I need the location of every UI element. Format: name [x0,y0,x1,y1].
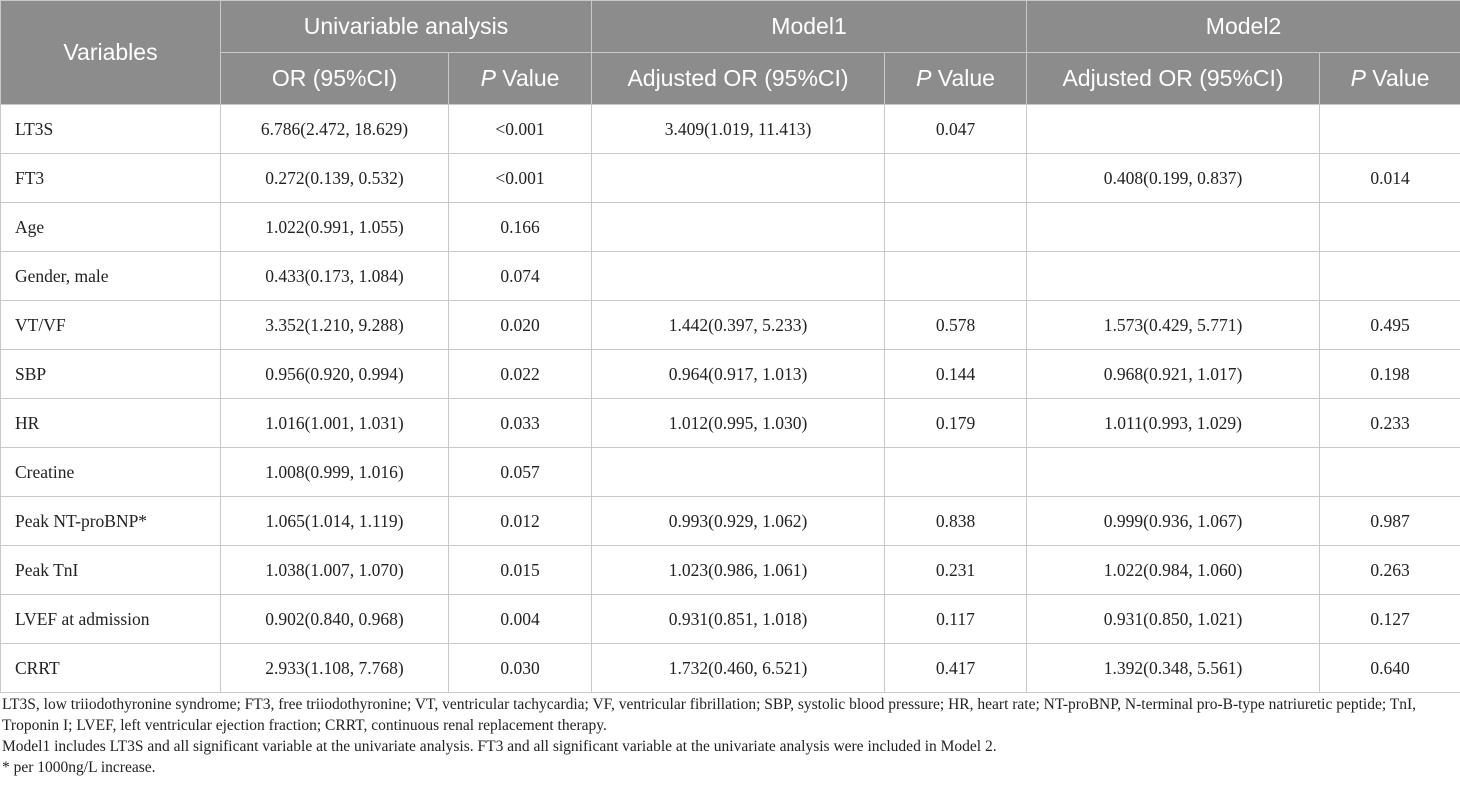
m1-or-cell [592,203,885,252]
m1-p-cell: 0.047 [885,105,1027,154]
m2-or-cell [1027,448,1320,497]
m1-or-cell [592,252,885,301]
m1-p-cell: 0.231 [885,546,1027,595]
m2-or-cell: 0.968(0.921, 1.017) [1027,350,1320,399]
m2-p-cell: 0.263 [1320,546,1460,595]
m2-or-cell: 0.408(0.199, 0.837) [1027,154,1320,203]
m1-p-cell [885,252,1027,301]
m1-or-cell: 0.964(0.917, 1.013) [592,350,885,399]
univ-p-cell: 0.015 [449,546,592,595]
univ-p-cell: 0.033 [449,399,592,448]
m2-p-cell [1320,252,1460,301]
univ-or-cell: 0.956(0.920, 0.994) [221,350,449,399]
univ-p-cell: 0.012 [449,497,592,546]
univ-or-cell: 0.272(0.139, 0.532) [221,154,449,203]
m2-p-cell [1320,203,1460,252]
table-row [1,595,1460,644]
m1-p-cell: 0.179 [885,399,1027,448]
p-rest: Value [931,65,995,91]
m1-or-cell: 0.993(0.929, 1.062) [592,497,885,546]
univ-p-cell: 0.022 [449,350,592,399]
m2-p-cell: 0.198 [1320,350,1460,399]
univ-p-cell: 0.074 [449,252,592,301]
univ-or-cell: 0.433(0.173, 1.084) [221,252,449,301]
univ-or-cell: 3.352(1.210, 9.288) [221,301,449,350]
header-variables: Variables [1,1,221,105]
variable-cell: SBP [1,350,221,399]
m1-or-cell: 1.012(0.995, 1.030) [592,399,885,448]
m1-or-cell: 1.442(0.397, 5.233) [592,301,885,350]
univ-or-cell: 1.008(0.999, 1.016) [221,448,449,497]
univ-p-cell: <0.001 [449,105,592,154]
m1-or-cell [592,154,885,203]
m1-p-cell: 0.578 [885,301,1027,350]
m2-p-cell: 0.987 [1320,497,1460,546]
m1-p-cell: 0.838 [885,497,1027,546]
m2-p-cell: 0.495 [1320,301,1460,350]
variable-cell: VT/VF [1,301,221,350]
header-univ-p [449,53,592,105]
univ-p-cell: 0.057 [449,448,592,497]
variable-cell: LT3S [1,105,221,154]
m2-or-cell: 1.573(0.429, 5.771) [1027,301,1320,350]
m2-p-cell: 0.233 [1320,399,1460,448]
univ-or-cell: 2.933(1.108, 7.768) [221,644,449,693]
header-m1-or: Adjusted OR (95%CI) [592,53,885,105]
table-row [1,105,1460,154]
univ-p-cell: <0.001 [449,154,592,203]
variable-cell: Age [1,203,221,252]
univ-p-cell: 0.030 [449,644,592,693]
m1-or-cell: 3.409(1.019, 11.413) [592,105,885,154]
footnote-models: Model1 includes LT3S and all significant variable at the univariate analysis. FT3 and all significant variable at the univariate analysis were included in Model 2. [2,738,997,755]
m2-or-cell: 1.011(0.993, 1.029) [1027,399,1320,448]
univ-or-cell: 1.038(1.007, 1.070) [221,546,449,595]
m2-or-cell [1027,252,1320,301]
table-row [1,644,1460,693]
variable-cell: Peak TnI [1,546,221,595]
variable-cell: Creatine [1,448,221,497]
m1-or-cell: 0.931(0.851, 1.018) [592,595,885,644]
table-row [1,252,1460,301]
univ-or-cell: 6.786(2.472, 18.629) [221,105,449,154]
m2-or-cell [1027,105,1320,154]
m2-p-cell [1320,105,1460,154]
header-model2: Model2 [1027,1,1460,53]
header-model1: Model1 [592,1,1027,53]
variable-cell: FT3 [1,154,221,203]
p-rest: Value [495,65,560,91]
univ-or-cell: 0.902(0.840, 0.968) [221,595,449,644]
header-m1-p [885,53,1027,105]
table-body [1,105,1460,693]
table-row [1,448,1460,497]
header-univ-or: OR (95%CI) [221,53,449,105]
variable-cell: Peak NT-proBNP* [1,497,221,546]
m2-or-cell: 0.999(0.936, 1.067) [1027,497,1320,546]
m2-or-cell [1027,203,1320,252]
univ-or-cell: 1.022(0.991, 1.055) [221,203,449,252]
m2-or-cell: 0.931(0.850, 1.021) [1027,595,1320,644]
table-row [1,546,1460,595]
header-row-groups [1,1,1460,53]
m1-p-cell [885,203,1027,252]
m1-or-cell: 1.023(0.986, 1.061) [592,546,885,595]
p-italic: P [480,65,496,91]
univ-p-cell: 0.166 [449,203,592,252]
p-italic: P [1350,65,1366,91]
header-m2-p [1320,53,1460,105]
table-row [1,301,1460,350]
table-row [1,497,1460,546]
univ-p-cell: 0.004 [449,595,592,644]
m1-or-cell: 1.732(0.460, 6.521) [592,644,885,693]
m1-p-cell: 0.144 [885,350,1027,399]
univ-p-cell: 0.020 [449,301,592,350]
m2-p-cell: 0.014 [1320,154,1460,203]
p-italic: P [916,65,932,91]
variable-cell: Gender, male [1,252,221,301]
m2-p-cell [1320,448,1460,497]
m2-or-cell: 1.022(0.984, 1.060) [1027,546,1320,595]
m1-or-cell [592,448,885,497]
table-row [1,154,1460,203]
table-row [1,203,1460,252]
m2-p-cell: 0.640 [1320,644,1460,693]
m1-p-cell [885,448,1027,497]
variable-cell: HR [1,399,221,448]
footnote-asterisk: * per 1000ng/L increase. [2,759,156,776]
table-row [1,350,1460,399]
p-rest: Value [1365,65,1430,91]
table-row [1,399,1460,448]
header-m2-or: Adjusted OR (95%CI) [1027,53,1320,105]
m1-p-cell [885,154,1027,203]
variable-cell: LVEF at admission [1,595,221,644]
univ-or-cell: 1.016(1.001, 1.031) [221,399,449,448]
footnote-abbreviations: LT3S, low triiodothyronine syndrome; FT3, free triiodothyronine; VT, ventricular tachycardia; VF, ventricular fibrillation; SBP, systolic blood pressure; HR, heart rate; NT-proBNP, N-terminal pro-B-type natriuretic peptide; TnI, Troponin I; LVEF, left ventricular ejection fraction; CRRT, continuous renal replacement therapy. [2,696,1417,734]
univ-or-cell: 1.065(1.014, 1.119) [221,497,449,546]
variable-cell: CRRT [1,644,221,693]
header-univariable: Univariable analysis [221,1,592,53]
m1-p-cell: 0.117 [885,595,1027,644]
m2-or-cell: 1.392(0.348, 5.561) [1027,644,1320,693]
table-footnotes [2,694,1458,778]
m1-p-cell: 0.417 [885,644,1027,693]
m2-p-cell: 0.127 [1320,595,1460,644]
